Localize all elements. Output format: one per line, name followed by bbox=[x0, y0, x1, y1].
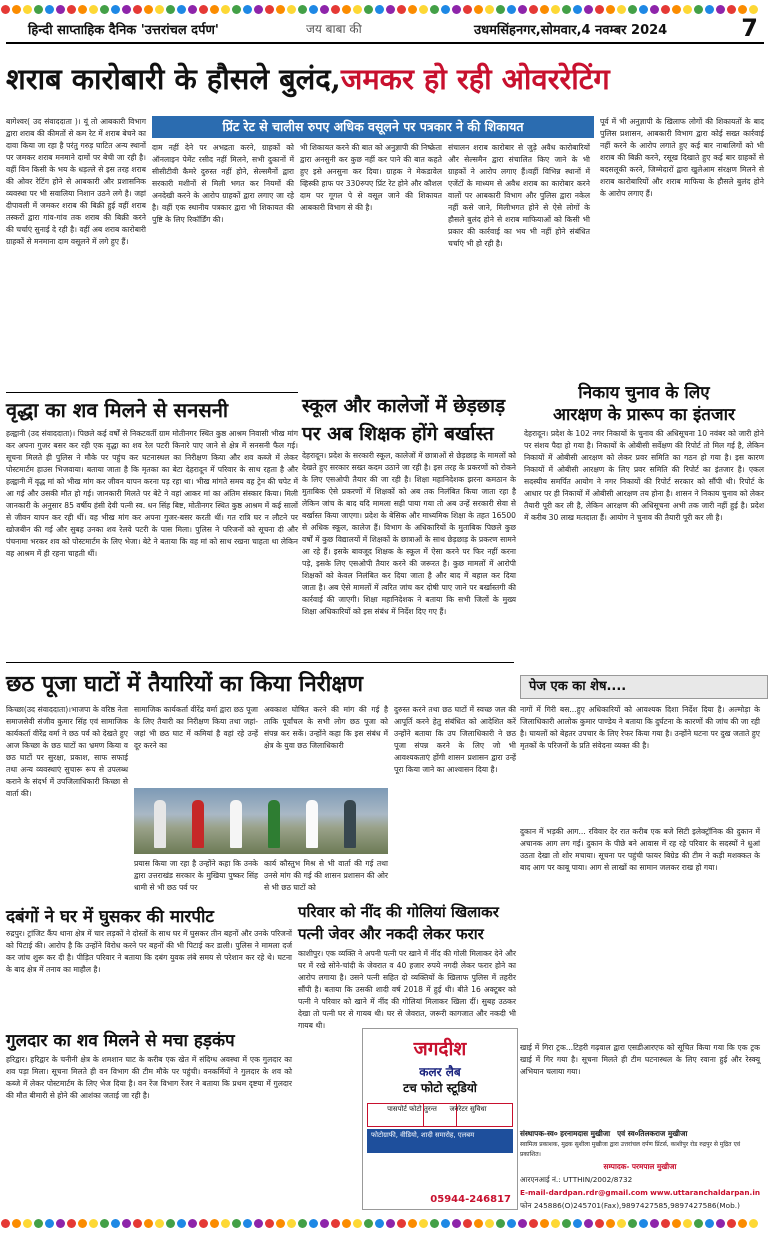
dot bbox=[562, 5, 571, 14]
dot bbox=[23, 1219, 32, 1228]
dot bbox=[12, 1219, 21, 1228]
dot bbox=[353, 1219, 362, 1228]
election-body: देहरादून। प्रदेश के 102 नगर निकायों के चुनाव की अधिसूचना 10 नवंबर को जारी होने पर संशय पैदा हो गया है। निकायों के ओबीसी सर्वेक्षण की रिपोर्ट तो मिल गई है, लेकिन निकायों में ओबीसी आरक्षण को लेकर प्रवर समिति का गठन हो गया है। इस कारण निकायों में ओबीसी आरक्षण के लिए प्रवर समिति की रिपोर्ट का इंतजार है। एकल सदस्यीय समर्पित आयोग ने नगर निकायों की रिपोर्ट सरकार को सौंपी थी। रिपोर्ट के आधार पर ही निकायों में ओबीसी आरक्षण तय होना है। शासन ने निकाय चुनाव को लेकर तैयारी पूरी कर ली है, लेकिन आरक्षण की अधिसूचना अभी तक जारी नहीं हुई है। प्रदेश में करीब 30 लाख मतदाता हैं। आयोग ने चुनाव की तैयारी पूरी कर ली है। bbox=[524, 429, 764, 522]
photo-person bbox=[230, 800, 242, 848]
dot bbox=[551, 5, 560, 14]
poison-headline-2: पत्नी जेवर और नकदी लेकर फरार bbox=[298, 925, 484, 943]
dot bbox=[606, 1219, 615, 1228]
dot bbox=[518, 1219, 527, 1228]
dot bbox=[78, 1219, 87, 1228]
dot bbox=[705, 1219, 714, 1228]
imprint-footer bbox=[520, 1127, 760, 1215]
dot bbox=[320, 5, 329, 14]
dot bbox=[331, 1219, 340, 1228]
footer-rni: आरएनआई नं.: UTTHIN/2002/8732 bbox=[520, 1175, 633, 1184]
dot bbox=[727, 1219, 736, 1228]
dot bbox=[397, 5, 406, 14]
dot bbox=[78, 5, 87, 14]
dot bbox=[496, 1219, 505, 1228]
dot bbox=[408, 5, 417, 14]
dot bbox=[364, 5, 373, 14]
dot bbox=[67, 1219, 76, 1228]
dot bbox=[683, 5, 692, 14]
dot bbox=[430, 5, 439, 14]
chhath-col-4: दुरुस्त करने तथा छठ घाटों में स्वच्छ जल की आपूर्ति करने हेतु संबंधित को आदेशित करें उन्होंने बताया कि उप जिलाधिकारी ने छठ पूजा संपन्न करने के लिए जो भी आवश्यकताएं होंगी शासन प्रशासन द्वारा उन्हें पूरा किया जाने का आश्वासन दिया है। bbox=[394, 705, 516, 774]
dot bbox=[34, 5, 43, 14]
dot bbox=[386, 5, 395, 14]
ek-para-3: खाई में गिरा ट्रक...टिहरी गढ़वाल द्वारा एसडीआरएफ को सूचित किया गया कि एक ट्रक खाई में गिर गया है। सूचना मिलते ही टीम घटनास्थल के लिए रवाना हुई और रेस्क्यू अभियान चलाया गया। bbox=[520, 1043, 760, 1076]
footer-phone: फोन 245886(O)245701(Fax),9897427585,9897427586(Mob.) bbox=[520, 1201, 740, 1210]
dot bbox=[507, 5, 516, 14]
dot bbox=[155, 5, 164, 14]
school-headline-2: पर अब शिक्षक होंगे बर्खास्त bbox=[302, 423, 494, 445]
dot bbox=[188, 5, 197, 14]
dot bbox=[133, 5, 142, 14]
dot bbox=[562, 1219, 571, 1228]
liquor-story-col-3: भी शिकायत करने की बात को अनुज्ञापी की निष्क्रेता द्वारा अनसुनी कर कुछ नहीं कर पाने की बात कहते हुए इसे अनसुना कर दिया। ग्राहक ने मेकडावेल व्हिस्की हाफ पर 330रुपए प्रिंट रेट होने और कौशल दाम पर गूगल पे से वसूल जाने की शिकायत आबकारी विभाग से की है। bbox=[300, 143, 442, 212]
page-ek-title: पेज एक का शेष.... bbox=[520, 675, 768, 699]
dot bbox=[485, 1219, 494, 1228]
dot bbox=[694, 5, 703, 14]
dot bbox=[661, 5, 670, 14]
dot bbox=[56, 5, 65, 14]
dot bbox=[617, 5, 626, 14]
dot bbox=[749, 1219, 758, 1228]
dot bbox=[716, 5, 725, 14]
dot bbox=[650, 1219, 659, 1228]
dot bbox=[276, 5, 285, 14]
dot bbox=[518, 5, 527, 14]
dot bbox=[639, 1219, 648, 1228]
body-found-body: हरिद्वार। हरिद्वार के चनीनी क्षेत्र के शमशान घाट के करीब एक खेत में संदिग्ध अवस्था में एक गुलदार का शव पड़ा मिला। सूचना मिलते ही वन विभाग की टीम मौके पर पहुंची। वनकर्मियों ने गुलदार के शव को कब्जे में लेकर पोस्टमार्टम के लिए भेज दिया है। वन रेंज विभाग रेंजर ने बताया कि प्रथम दृष्टया में गुलदार की मौत बीमारी से होने की आशंका जताई जा रही है। bbox=[6, 1055, 292, 1100]
main-headline bbox=[6, 46, 764, 112]
dot bbox=[34, 1219, 43, 1228]
dot bbox=[89, 1219, 98, 1228]
photo-person bbox=[154, 800, 166, 848]
ad-box-2: जनरेटर सुविधा bbox=[423, 1103, 513, 1127]
footer-founders bbox=[520, 1127, 760, 1140]
dot bbox=[474, 1219, 483, 1228]
dot bbox=[661, 1219, 670, 1228]
masthead bbox=[6, 14, 764, 44]
dot bbox=[441, 1219, 450, 1228]
dot bbox=[672, 1219, 681, 1228]
dot bbox=[474, 5, 483, 14]
dot bbox=[199, 1219, 208, 1228]
dot bbox=[188, 1219, 197, 1228]
dot bbox=[595, 1219, 604, 1228]
dot bbox=[342, 1219, 351, 1228]
chhath-col-2: सामाजिक कार्यकर्ता वीरेंद्र वर्मा द्वारा छठ पूजा के लिए तैयारी का निरीक्षण किया तथा जहां-जहां भी छठ घाट में कमियां है वहां रहे उन्हें दूर करने का bbox=[134, 705, 258, 750]
dot bbox=[364, 1219, 373, 1228]
dot bbox=[265, 1219, 274, 1228]
dot bbox=[375, 1219, 384, 1228]
masthead-middle: जय बाबा की bbox=[306, 22, 362, 36]
dot bbox=[430, 1219, 439, 1228]
dot bbox=[221, 5, 230, 14]
dot bbox=[232, 1219, 241, 1228]
divider bbox=[6, 392, 298, 393]
footer-web[interactable]: www.uttaranchaldarpan.in bbox=[650, 1188, 761, 1197]
ad-brand: जगदीश bbox=[413, 1038, 467, 1060]
page-number: 7 bbox=[741, 14, 758, 42]
dot bbox=[529, 5, 538, 14]
dot bbox=[23, 5, 32, 14]
chhath-col-2b: प्रयास किया जा रहा है उन्होंने कहा कि उनके द्वारा उत्तराखंड सरकार के मुखिया पुष्कर सिंह धामी से भी छठ पर्व पर bbox=[134, 859, 258, 892]
dot bbox=[672, 5, 681, 14]
dot bbox=[67, 5, 76, 14]
dot bbox=[342, 5, 351, 14]
headline-part-2: जमकर हो रही ओवररेटिंग bbox=[340, 62, 610, 96]
poison-headline-1: परिवार को नींद की गोलियां खिलाकर bbox=[298, 903, 499, 921]
dot bbox=[144, 1219, 153, 1228]
dot bbox=[45, 1219, 54, 1228]
bottom-color-dots bbox=[0, 1214, 770, 1226]
liquor-story-col-1: बागेश्वर( उद संवाददाता )। यूं तो आबकारी विभाग द्वारा शराब की कीमतों से कम रेट में शराब बेचने का दावा किया जा रहा है परंतु गरुड़ घाटित अन्य स्थानों पर जमकर शराब मनमाने दामों पर बेची जा रही है।वहीं विन किसी के भय के धड़ल्ले से इस तरह शराब की ओवर रेटिंग होने से आबकारी और प्रशासनिक व्यवस्था पर भी सवालिया निशान उठने लगे है। जहां दीपावली में जमकर शराब की बिक्री हुई वहीं शराब तस्करों द्वारा गांव-गांव तक शराब की बिक्री करने की चर्चाएं सुनाई दे रही है। वहीं अब शराब कारोबारी ग्राहकों से मनमाना दाम वसूलने में लगे हुए हैं। bbox=[6, 117, 146, 246]
dot bbox=[595, 5, 604, 14]
liquor-story-col-4: संचालन शराब कारोबार से जुड़े अवैध कारोबारियों और सेल्समैन द्वारा संचालित किए जाने के भी ग्राहकों ने आरोप लगाए हैं।वहीं विभिन्न स्थानों में एजेंटों के माध्यम से अवैध शराब का कारोबार करने वालों पर आबकारी विभाग और पुलिस द्वारा नकेल नहीं कसे जाने, मिलीभगत होने से ऐसे लोगों के हौसले बुलंद होने से शराब माफियाओं को किसी भी प्रकार की कार्रवाई का भय भी नहीं होने संबंधित चर्चाएं भी हो रही है। bbox=[448, 143, 590, 248]
old-woman-body: हल्द्वानी (उद संवाददाता)। पिछले कई वर्षों से निकटवर्ती ग्राम मोतीनगर स्थित कुष्ठ आश्रम निवासी भीख मांग कर अपना गुजर बसर कर रही एक वृद्धा का शव रेल पटरी किनारे पाए जाने से क्षेत्र में सनसनी फैल गई। सूचना मिलते ही पुलिस ने मौके पर पहुंच कर घटनास्थल का निरीक्षण किया और शव कब्जे में लेकर पोस्टमार्टम हाउस भिजवाया। बताया जाता है कि मृतका का बेटा देहरादून में परिवार के साथ रहता है और हल्द्वानी में वृद्ध मां को भीख मांग कर जीवन यापन करना पड़ रहा था। भीख मांगते समय वह ट्रेन की चपेट में आ गई और उसकी मौत हो गई। जानकारी मिलते पर बेटे ने वहां आकर मां का अंतिम संस्कार किया। मिली जानकारी के अनुसार 85 वर्षीय हंसी देवी पत्नी स्व. धन सिंह बिष्ट, मोतीनगर स्थित कुष्ठ आश्रम में कई सालों से जीवन यापन कर रही थीं। वह भीख मांग कर अपना गुजर-बसर करती थीं। गत रात्रि घर न लौटने पर खोजबीन की गई और सुबह उनका शव रेलवे पटरी के पास मिला। पुलिस ने परिजनों को सूचना दी और पंचनामा भरकर शव को पोस्टमार्टम के लिए भेजा। बेटे ने बताया कि वह मां को साथ रखना चाहता था लेकिन वह आश्रम में ही रहना चाहती थीं। bbox=[6, 429, 298, 558]
chhath-photo bbox=[134, 788, 388, 854]
dot bbox=[694, 1219, 703, 1228]
dot bbox=[683, 1219, 692, 1228]
dot bbox=[100, 5, 109, 14]
dot bbox=[485, 5, 494, 14]
dot bbox=[529, 1219, 538, 1228]
dot bbox=[100, 1219, 109, 1228]
dot bbox=[716, 1219, 725, 1228]
dot bbox=[551, 1219, 560, 1228]
dot bbox=[56, 1219, 65, 1228]
ad-strip: फोटोग्राफी, वीडियो, शादी समारोह, एलबम bbox=[367, 1129, 513, 1153]
dot bbox=[639, 5, 648, 14]
dot bbox=[232, 5, 241, 14]
liquor-story-col-2: दाम नहीं देने पर अभद्रता करने, ग्राहकों को ऑनलाइन पेमेंट रसीद नहीं मिलने, सभी दुकानों में सीसीटीवी कैमरे दुरुस्त नहीं होने, सेल्समैनों द्वारा सरकारी मशीनों से मिली भगत कर नियमों की अनदेखी करने के आरोप ग्राहकों द्वारा लगाए जा रहे है। वहीं एक स्थानीय पत्रकार द्वारा भी शिकायत की पुष्टि के लिए रिकॉर्डिंग की। bbox=[152, 143, 294, 224]
dot bbox=[584, 1219, 593, 1228]
dot bbox=[133, 1219, 142, 1228]
chhath-headline: छठ पूजा घाटों में तैयारियों का किया निरीक्षण bbox=[6, 671, 364, 697]
ek-para-2: दुकान में भड़की आग... रविवार देर रात करीब एक बजे सिटी इलेक्ट्रॉनिक की दुकान में अचानक आग लग गई। दुकान के पीछे बने आवास में रह रहे परिवार के सदस्यों ने धुआं उठता देखा तो शोर मचाया। सूचना पर पहुंची फायर बिग्रेड की टीम ने कड़ी मशक्कत के बाद आग पर काबू पाया। आग से लाखों का सामान जलकर राख हो गया। bbox=[520, 827, 760, 872]
dot bbox=[573, 5, 582, 14]
dot bbox=[463, 1219, 472, 1228]
election-headline-2: आरक्षण के प्रारूप का इंतजार bbox=[553, 405, 735, 425]
school-body: देहरादून। प्रदेश के सरकारी स्कूल, कालेजों में छात्राओं से छेड़छाड़ के मामलों को देखते हुए सरकार सख्त कदम उठाने जा रही है। इस तरह के प्रकरणों को रोकने के लिए एसओपी तैयार की जा रही है। शिक्षा महानिदेशक झरना कमठान के मुताबिक ऐसे प्रकरणों में शिक्षकों को अब तक निलंबित किया जाता रहा है लेकिन जांच के बाद यदि मामला सही पाया गया तो अब उन्हें सरकारी सेवा से बर्खास्त किया जाएगा। प्रदेश के बेसिक और माध्यमिक शिक्षा के तहत 16500 से अधिक स्कूल, कालेज हैं। विभाग के अधिकारियों के मुताबिक पिछले कुछ वर्षों में कुछ विद्यालयों में शिक्षकों के छात्राओं के साथ छेड़छाड़ के प्रकरण सामने आ रहे हैं। इसके बावजूद शिक्षक के स्कूल में ऐसा करने पर फिर नहीं करना पड़े, इसके लिए एसओपी तैयार करने की जरूरत है। कुछ मामलों में आरोपी शिक्षकों को केवल निलंबित कर दिया जाता है और बाद में बहाल कर दिया जाता है। अब ऐसे मामलों में त्वरित जांच कर दोषी पाए जाने पर बर्खास्तगी की कार्रवाई की जाएगी। शिक्षा महानिदेशक ने बताया कि सभी जिलों के मुख्य शिक्षा अधिकारियों को इस संबंध में निर्देश दिए गए हैं। bbox=[302, 451, 516, 616]
dot bbox=[617, 1219, 626, 1228]
dot bbox=[155, 1219, 164, 1228]
footer-contact bbox=[520, 1186, 760, 1199]
footer-owner: एवं स्व०तिलकराज मुखीजा bbox=[617, 1129, 688, 1138]
dot bbox=[298, 5, 307, 14]
dot bbox=[111, 5, 120, 14]
dot bbox=[540, 5, 549, 14]
footer-founder: संस्थापक-स्व० हरनामदास मुखीजा bbox=[520, 1129, 611, 1138]
ad-line-2: टच फोटो स्टूडियो bbox=[403, 1081, 477, 1095]
dot bbox=[331, 5, 340, 14]
dot bbox=[441, 5, 450, 14]
dot bbox=[386, 1219, 395, 1228]
dot bbox=[177, 1219, 186, 1228]
dot bbox=[738, 1219, 747, 1228]
ad-phone: 05944-246817 bbox=[430, 1194, 511, 1205]
dot bbox=[309, 5, 318, 14]
dot bbox=[650, 5, 659, 14]
dot bbox=[573, 1219, 582, 1228]
masthead-left: हिन्दी साप्ताहिक दैनिक 'उत्तरांचल दर्पण' bbox=[28, 23, 219, 38]
dot bbox=[122, 5, 131, 14]
photo-person bbox=[268, 800, 280, 848]
body-found-headline: गुलदार का शव मिलने से मचा हड़कंप bbox=[6, 1031, 235, 1051]
dot bbox=[408, 1219, 417, 1228]
dot bbox=[89, 5, 98, 14]
dot bbox=[243, 5, 252, 14]
dot bbox=[606, 5, 615, 14]
dot bbox=[221, 1219, 230, 1228]
masthead-date: उधमसिंहनगर,सोमवार,4 नवम्बर 2024 bbox=[474, 23, 668, 38]
dot bbox=[265, 5, 274, 14]
dot bbox=[287, 1219, 296, 1228]
dot bbox=[1, 1219, 10, 1228]
dot bbox=[210, 1219, 219, 1228]
footer-email[interactable]: E-mail-dardpan.rdr@gmail.com bbox=[520, 1188, 648, 1197]
dot bbox=[375, 5, 384, 14]
footer-editor: सम्पादक- परमपाल मुखीजा bbox=[603, 1162, 677, 1171]
dot bbox=[452, 1219, 461, 1228]
dot bbox=[287, 5, 296, 14]
theft-headline: दबंगों ने घर में घुसकर की मारपीट bbox=[6, 907, 214, 927]
ad-box-1: पासपोर्ट फोटो तुरन्त bbox=[367, 1103, 457, 1127]
footer-imprint: स्वामित्व प्रकाशक, मुद्रक सुशीला मुखीजा द्वारा उत्तरांचल दर्पण प्रिंटर्स, काशीपुर रोड रुद्रपुर से मुद्रित एवं प्रकाशित। bbox=[520, 1141, 741, 1158]
dot bbox=[353, 5, 362, 14]
dot bbox=[177, 5, 186, 14]
dot bbox=[397, 1219, 406, 1228]
photo-person bbox=[192, 800, 204, 848]
dot bbox=[199, 5, 208, 14]
liquor-story-col-6: पूर्व में भी अनुज्ञापी के खिलाफ लोगों की शिकायतों के बाद पुलिस प्रशासन, आबकारी विभाग द्वारा कोई सख्त कार्रवाई नहीं करने के आरोप लगाते हुए कई बार नाबालिगों को भी शराब की बिक्री करने, रसूख दिखाते हुए कई बार ग्राहकों से बदसलूकी करने, जिम्मेदारों द्वारा खुलेआम संरक्षण मिलने से शराब कारोबारियों और शराब माफिया के हौसले बुलंद होने के आरोप लगाए हैं। bbox=[600, 117, 764, 198]
dot bbox=[243, 1219, 252, 1228]
dot bbox=[254, 5, 263, 14]
dot bbox=[628, 1219, 637, 1228]
dot bbox=[628, 5, 637, 14]
dot bbox=[1, 5, 10, 14]
dot bbox=[452, 5, 461, 14]
dot bbox=[12, 5, 21, 14]
dot bbox=[298, 1219, 307, 1228]
dot bbox=[540, 1219, 549, 1228]
dot bbox=[144, 5, 153, 14]
dot bbox=[419, 5, 428, 14]
chhath-col-3: अवकाश घोषित करने की मांग की गई है ताकि पूर्वांचल के सभी लोग छठ पूजा को संपन्न कर सकें। उन्होंने कहा कि इस संबंध में क्षेत्र के युवा छठ जिलाधिकारी bbox=[264, 705, 388, 750]
old-woman-headline: वृद्धा का शव मिलने से सनसनी bbox=[6, 398, 229, 422]
dot bbox=[210, 5, 219, 14]
dot bbox=[463, 5, 472, 14]
poison-body: काशीपुर। एक व्यक्ति ने अपनी पत्नी पर खाने में नींद की गोली मिलाकर देने और घर में रखे सोने-चांदी के जेवरात व 40 हजार रुपये नगदी लेकर फरार होने का आरोप लगाया है। उसने पत्नी सहित दो व्यक्तियों के खिलाफ पुलिस में तहरीर सौंपी है। बताया कि उसकी शादी वर्ष 2018 में हुई थी। बीते 16 अक्टूबर को पत्नी ने परिवार को खाने में नींद की गोलियां मिलाकर खिला दीं। सुबह उठकर देखा तो पत्नी घर से गायब थी। घर से जेवरात, जरूरी कागजात और नकदी भी गायब थी। bbox=[298, 949, 516, 1030]
dot bbox=[45, 5, 54, 14]
dot bbox=[320, 1219, 329, 1228]
dot bbox=[738, 5, 747, 14]
dot bbox=[166, 5, 175, 14]
dot bbox=[309, 1219, 318, 1228]
ek-para-1: नागों में गिरी बस...हुए अधिकारियों को आवश्यक दिशा निर्देश दिया है। अल्मोड़ा के जिलाधिकारी आलोक कुमार पाण्डेय ने बताया कि दुर्घटना के कारणों की जांच की जा रही है। घायलों को बेहतर उपचार के लिए रेफर किया गया है। उन्होंने घटना पर दुख जताते हुए मृतकों के परिजनों के प्रति संवेदना व्यक्त की है। bbox=[520, 705, 760, 750]
headline-part-1: शराब कारोबारी के हौसले बुलंद, bbox=[6, 62, 341, 96]
school-headline-1: स्कूल और कालेजों में छेड़छाड़ bbox=[302, 395, 506, 417]
advertisement bbox=[362, 1028, 518, 1210]
ad-line-1: कलर लैब bbox=[419, 1065, 461, 1079]
chhath-col-1: किच्छा(उद संवाददाता)।भाजपा के वरिष्ठ नेता समाजसेवी संजीव कुमार सिंह एवं सामाजिक कार्यकर्ता वीरेंद्र वर्मा ने छठ पर्व को देखते हुए आज किच्छा के छठ घाटों का भ्रमण किया व छठ घाटों पर सुरक्षा, प्रकाश, साफ सफाई तथा अन्य व्यवस्थाएं सुचारू रूप से उपलब्ध कराने के संदर्भ में उपजिलाधिकारी किच्छा से वार्ता की। bbox=[6, 705, 128, 798]
dot bbox=[496, 5, 505, 14]
divider bbox=[6, 662, 514, 663]
blue-banner: प्रिंट रेट से चालीस रुपए अधिक वसूलने पर पत्रकार ने की शिकायत bbox=[152, 116, 594, 138]
dot bbox=[276, 1219, 285, 1228]
dot bbox=[254, 1219, 263, 1228]
dot bbox=[507, 1219, 516, 1228]
chhath-col-3b: कार्य कौस्तुभ मिश्र से भी वार्ता की गई तथा उनसे मांग की गई की शासन प्रशासन की ओर से भी छठ घाटों को bbox=[264, 859, 388, 892]
dot bbox=[122, 1219, 131, 1228]
dot bbox=[727, 5, 736, 14]
dot bbox=[705, 5, 714, 14]
photo-person bbox=[306, 800, 318, 848]
dot bbox=[111, 1219, 120, 1228]
theft-body: रुद्रपुर। ट्रांजिट कैंप थाना क्षेत्र में चार लड़कों ने दोस्तों के साथ घर में घुसकर तीन बहनों और उनके परिजनों को पिटाई की। आरोप है कि उन्होंने विरोध करने पर बहनों की भी पिटाई कर डाली। पुलिस ने मामला दर्ज कर जांच शुरू कर दी है। पीड़ित परिवार ने बताया कि दबंग युवक लंबे समय से परेशान कर रहे थे। घटना के बाद क्षेत्र में तनाव का माहौल है। bbox=[6, 929, 292, 974]
dot bbox=[166, 1219, 175, 1228]
dot bbox=[584, 5, 593, 14]
dot bbox=[419, 1219, 428, 1228]
top-color-dots bbox=[0, 0, 770, 12]
election-headline-1: निकाय चुनाव के लिए bbox=[578, 383, 710, 403]
dot bbox=[749, 5, 758, 14]
photo-person bbox=[344, 800, 356, 848]
